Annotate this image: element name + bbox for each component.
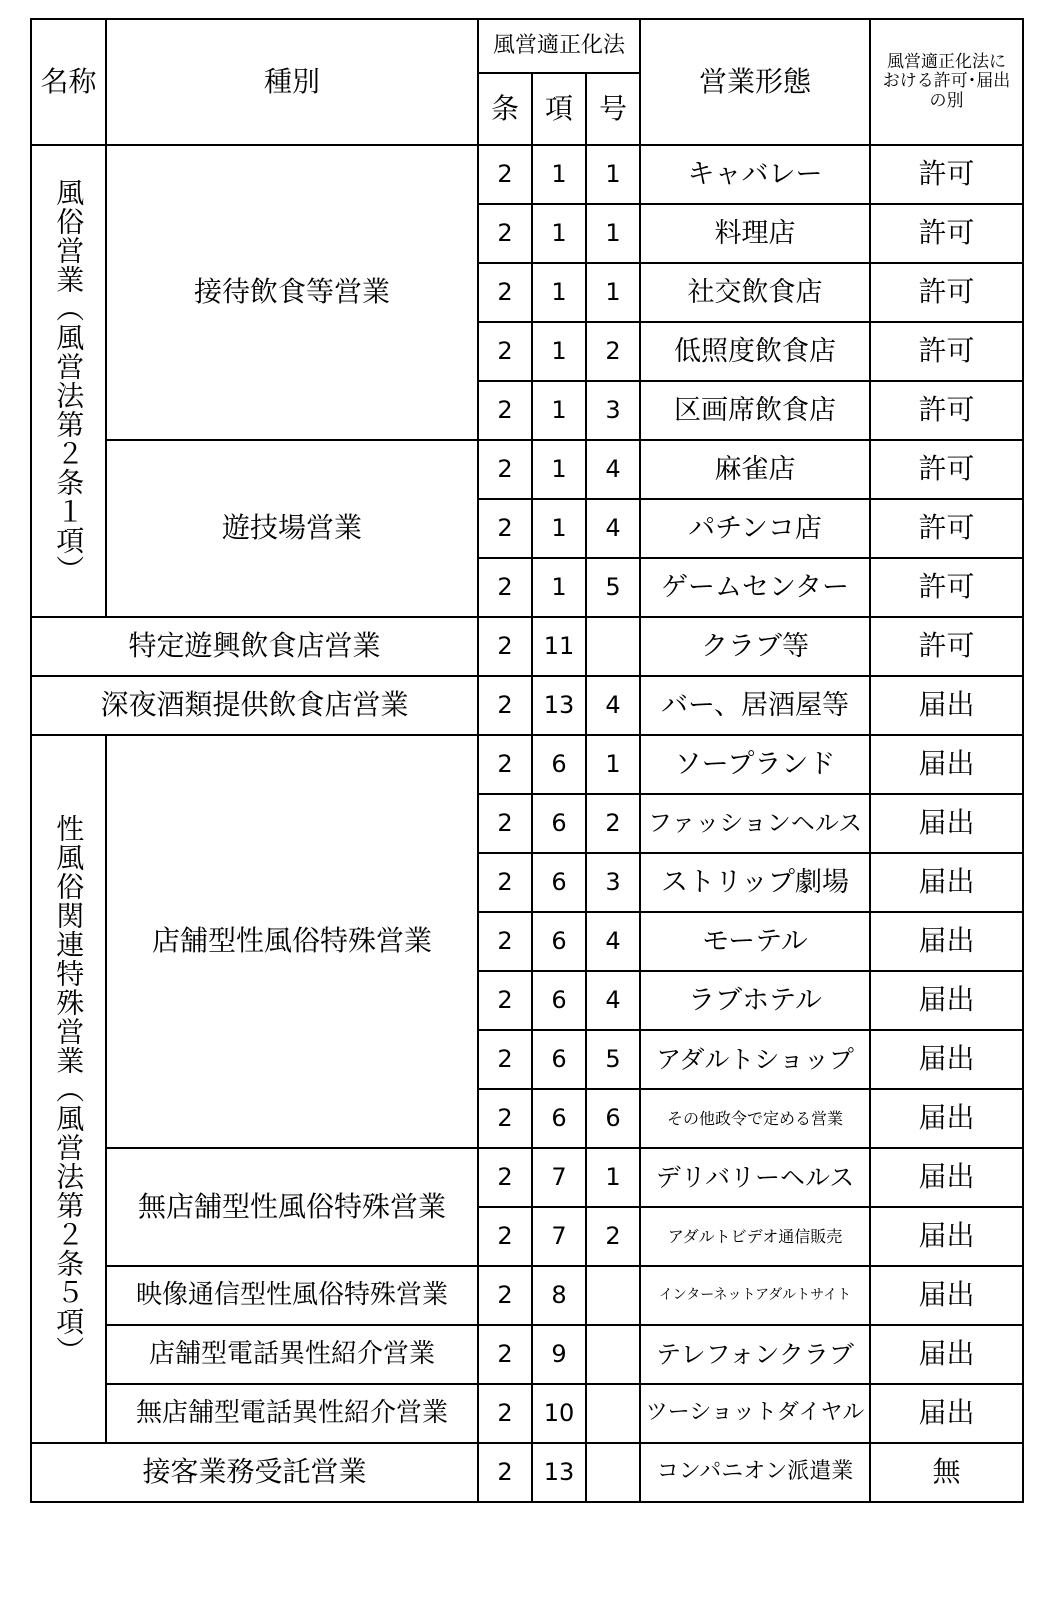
cell-jou: 2: [478, 1443, 532, 1502]
cell-jou: 2: [478, 145, 532, 204]
cell-gou: 2: [586, 794, 640, 853]
header-kind: 種別: [106, 19, 478, 145]
cell-jou: 2: [478, 440, 532, 499]
cell-status: 許可: [870, 499, 1023, 558]
cell-gou: [586, 1325, 640, 1384]
cell-status: 届出: [870, 676, 1023, 735]
cell-form: アダルトショップ: [640, 1030, 870, 1089]
table-row: [31, 676, 1023, 735]
business-classification-table: [30, 18, 1024, 1503]
header-status: [870, 19, 1023, 145]
header-name: 名称: [31, 19, 106, 145]
table-row: [31, 617, 1023, 676]
cell-form: ツーショットダイヤル: [640, 1384, 870, 1443]
cell-status: 許可: [870, 322, 1023, 381]
table-row: [31, 1443, 1023, 1502]
cell-form: モーテル: [640, 912, 870, 971]
table-row: [31, 1148, 1023, 1207]
cell-kou: 1: [532, 322, 586, 381]
cell-jou: 2: [478, 1030, 532, 1089]
cell-jou: 2: [478, 558, 532, 617]
cell-form: ストリップ劇場: [640, 853, 870, 912]
cell-gou: 1: [586, 735, 640, 794]
cell-status: 許可: [870, 440, 1023, 499]
kind-sekkyaku: 接客業務受託営業: [31, 1443, 478, 1502]
group-fuzoku-cell: [31, 145, 106, 617]
cell-kou: 7: [532, 1207, 586, 1266]
kind-settai: 接待飲食等営業: [106, 145, 478, 440]
header-status-text: 風営適正化法における許可･届出の別: [882, 51, 1011, 111]
cell-status: 許可: [870, 263, 1023, 322]
header-kou: 項: [532, 73, 586, 145]
cell-status: 届出: [870, 912, 1023, 971]
cell-kou: 9: [532, 1325, 586, 1384]
cell-gou: 3: [586, 853, 640, 912]
cell-gou: 2: [586, 322, 640, 381]
cell-gou: 4: [586, 912, 640, 971]
cell-form: キャバレー: [640, 145, 870, 204]
cell-kou: 6: [532, 735, 586, 794]
table-row: [31, 735, 1023, 794]
cell-status: 届出: [870, 1207, 1023, 1266]
cell-gou: 4: [586, 499, 640, 558]
cell-kou: 1: [532, 145, 586, 204]
cell-gou: 4: [586, 440, 640, 499]
cell-gou: 5: [586, 558, 640, 617]
kind-yugi: 遊技場営業: [106, 440, 478, 617]
kind-mutenpo-denwa: 無店舗型電話異性紹介営業: [106, 1384, 478, 1443]
cell-gou: 1: [586, 1148, 640, 1207]
cell-kou: 6: [532, 794, 586, 853]
cell-kou: 11: [532, 617, 586, 676]
cell-jou: 2: [478, 499, 532, 558]
cell-kou: 1: [532, 499, 586, 558]
kind-mutenpo: 無店舗型性風俗特殊営業: [106, 1148, 478, 1266]
cell-jou: 2: [478, 1384, 532, 1443]
cell-jou: 2: [478, 971, 532, 1030]
cell-kou: 6: [532, 1089, 586, 1148]
cell-status: 届出: [870, 971, 1023, 1030]
kind-tenpo: 店舗型性風俗特殊営業: [106, 735, 478, 1148]
group-fuzoku-label: 風俗営業（風営法第２条１項）: [52, 178, 86, 584]
cell-gou: [586, 1443, 640, 1502]
cell-jou: 2: [478, 617, 532, 676]
header-law: 風営適正化法: [478, 19, 640, 73]
cell-form: ゲームセンター: [640, 558, 870, 617]
kind-eizo: 映像通信型性風俗特殊営業: [106, 1266, 478, 1325]
header-gou: 号: [586, 73, 640, 145]
cell-status: 許可: [870, 204, 1023, 263]
cell-kou: 13: [532, 1443, 586, 1502]
cell-jou: 2: [478, 1089, 532, 1148]
table-row: [31, 1384, 1023, 1443]
cell-jou: 2: [478, 1266, 532, 1325]
cell-jou: 2: [478, 204, 532, 263]
cell-status: 許可: [870, 381, 1023, 440]
cell-gou: 1: [586, 204, 640, 263]
cell-status: 無: [870, 1443, 1023, 1502]
cell-form: その他政令で定める営業: [640, 1089, 870, 1148]
cell-kou: 10: [532, 1384, 586, 1443]
cell-form: ソープランド: [640, 735, 870, 794]
cell-kou: 6: [532, 912, 586, 971]
cell-gou: 4: [586, 676, 640, 735]
cell-status: 届出: [870, 1384, 1023, 1443]
cell-gou: 3: [586, 381, 640, 440]
group-sei-cell: [31, 735, 106, 1443]
cell-kou: 7: [532, 1148, 586, 1207]
cell-status: 届出: [870, 1148, 1023, 1207]
kind-tenpo-denwa: 店舗型電話異性紹介営業: [106, 1325, 478, 1384]
cell-status: 届出: [870, 1266, 1023, 1325]
cell-gou: 5: [586, 1030, 640, 1089]
cell-kou: 6: [532, 971, 586, 1030]
cell-status: 許可: [870, 145, 1023, 204]
cell-status: 届出: [870, 1030, 1023, 1089]
cell-jou: 2: [478, 263, 532, 322]
cell-gou: [586, 617, 640, 676]
kind-shinya: 深夜酒類提供飲食店営業: [31, 676, 478, 735]
cell-form: 低照度飲食店: [640, 322, 870, 381]
cell-jou: 2: [478, 322, 532, 381]
cell-kou: 1: [532, 440, 586, 499]
cell-status: 届出: [870, 1089, 1023, 1148]
cell-form: コンパニオン派遣業: [640, 1443, 870, 1502]
header-row-1: [31, 19, 1023, 73]
header-jou: 条: [478, 73, 532, 145]
cell-gou: [586, 1384, 640, 1443]
cell-gou: 4: [586, 971, 640, 1030]
cell-kou: 1: [532, 558, 586, 617]
cell-form: テレフォンクラブ: [640, 1325, 870, 1384]
cell-gou: 6: [586, 1089, 640, 1148]
cell-jou: 2: [478, 1148, 532, 1207]
group-sei-label: 性風俗関連特殊営業（風営法第２条５項）: [52, 813, 86, 1365]
cell-jou: 2: [478, 1207, 532, 1266]
cell-kou: 1: [532, 204, 586, 263]
cell-jou: 2: [478, 735, 532, 794]
cell-jou: 2: [478, 853, 532, 912]
cell-kou: 8: [532, 1266, 586, 1325]
cell-status: 許可: [870, 617, 1023, 676]
cell-gou: 1: [586, 145, 640, 204]
cell-status: 届出: [870, 735, 1023, 794]
cell-gou: 1: [586, 263, 640, 322]
cell-jou: 2: [478, 912, 532, 971]
cell-form: デリバリーヘルス: [640, 1148, 870, 1207]
cell-form: ラブホテル: [640, 971, 870, 1030]
cell-form: 区画席飲食店: [640, 381, 870, 440]
cell-kou: 1: [532, 381, 586, 440]
cell-kou: 13: [532, 676, 586, 735]
table-row: [31, 440, 1023, 499]
cell-status: 届出: [870, 794, 1023, 853]
cell-form: インターネットアダルトサイト: [640, 1266, 870, 1325]
cell-gou: 2: [586, 1207, 640, 1266]
cell-form: ファッションヘルス: [640, 794, 870, 853]
cell-kou: 1: [532, 263, 586, 322]
table-row: [31, 145, 1023, 204]
cell-form: クラブ等: [640, 617, 870, 676]
cell-form: 麻雀店: [640, 440, 870, 499]
table-row: [31, 1325, 1023, 1384]
business-classification-table-container: [30, 18, 1022, 1607]
cell-form: アダルトビデオ通信販売: [640, 1207, 870, 1266]
cell-jou: 2: [478, 381, 532, 440]
cell-jou: 2: [478, 676, 532, 735]
cell-kou: 6: [532, 853, 586, 912]
cell-jou: 2: [478, 1325, 532, 1384]
cell-form: バー、居酒屋等: [640, 676, 870, 735]
kind-tokutei: 特定遊興飲食店営業: [31, 617, 478, 676]
cell-status: 許可: [870, 558, 1023, 617]
cell-form: パチンコ店: [640, 499, 870, 558]
cell-jou: 2: [478, 794, 532, 853]
cell-status: 届出: [870, 853, 1023, 912]
table-row: [31, 1266, 1023, 1325]
cell-form: 料理店: [640, 204, 870, 263]
cell-form: 社交飲食店: [640, 263, 870, 322]
cell-gou: [586, 1266, 640, 1325]
cell-status: 届出: [870, 1325, 1023, 1384]
header-form: 営業形態: [640, 19, 870, 145]
cell-kou: 6: [532, 1030, 586, 1089]
